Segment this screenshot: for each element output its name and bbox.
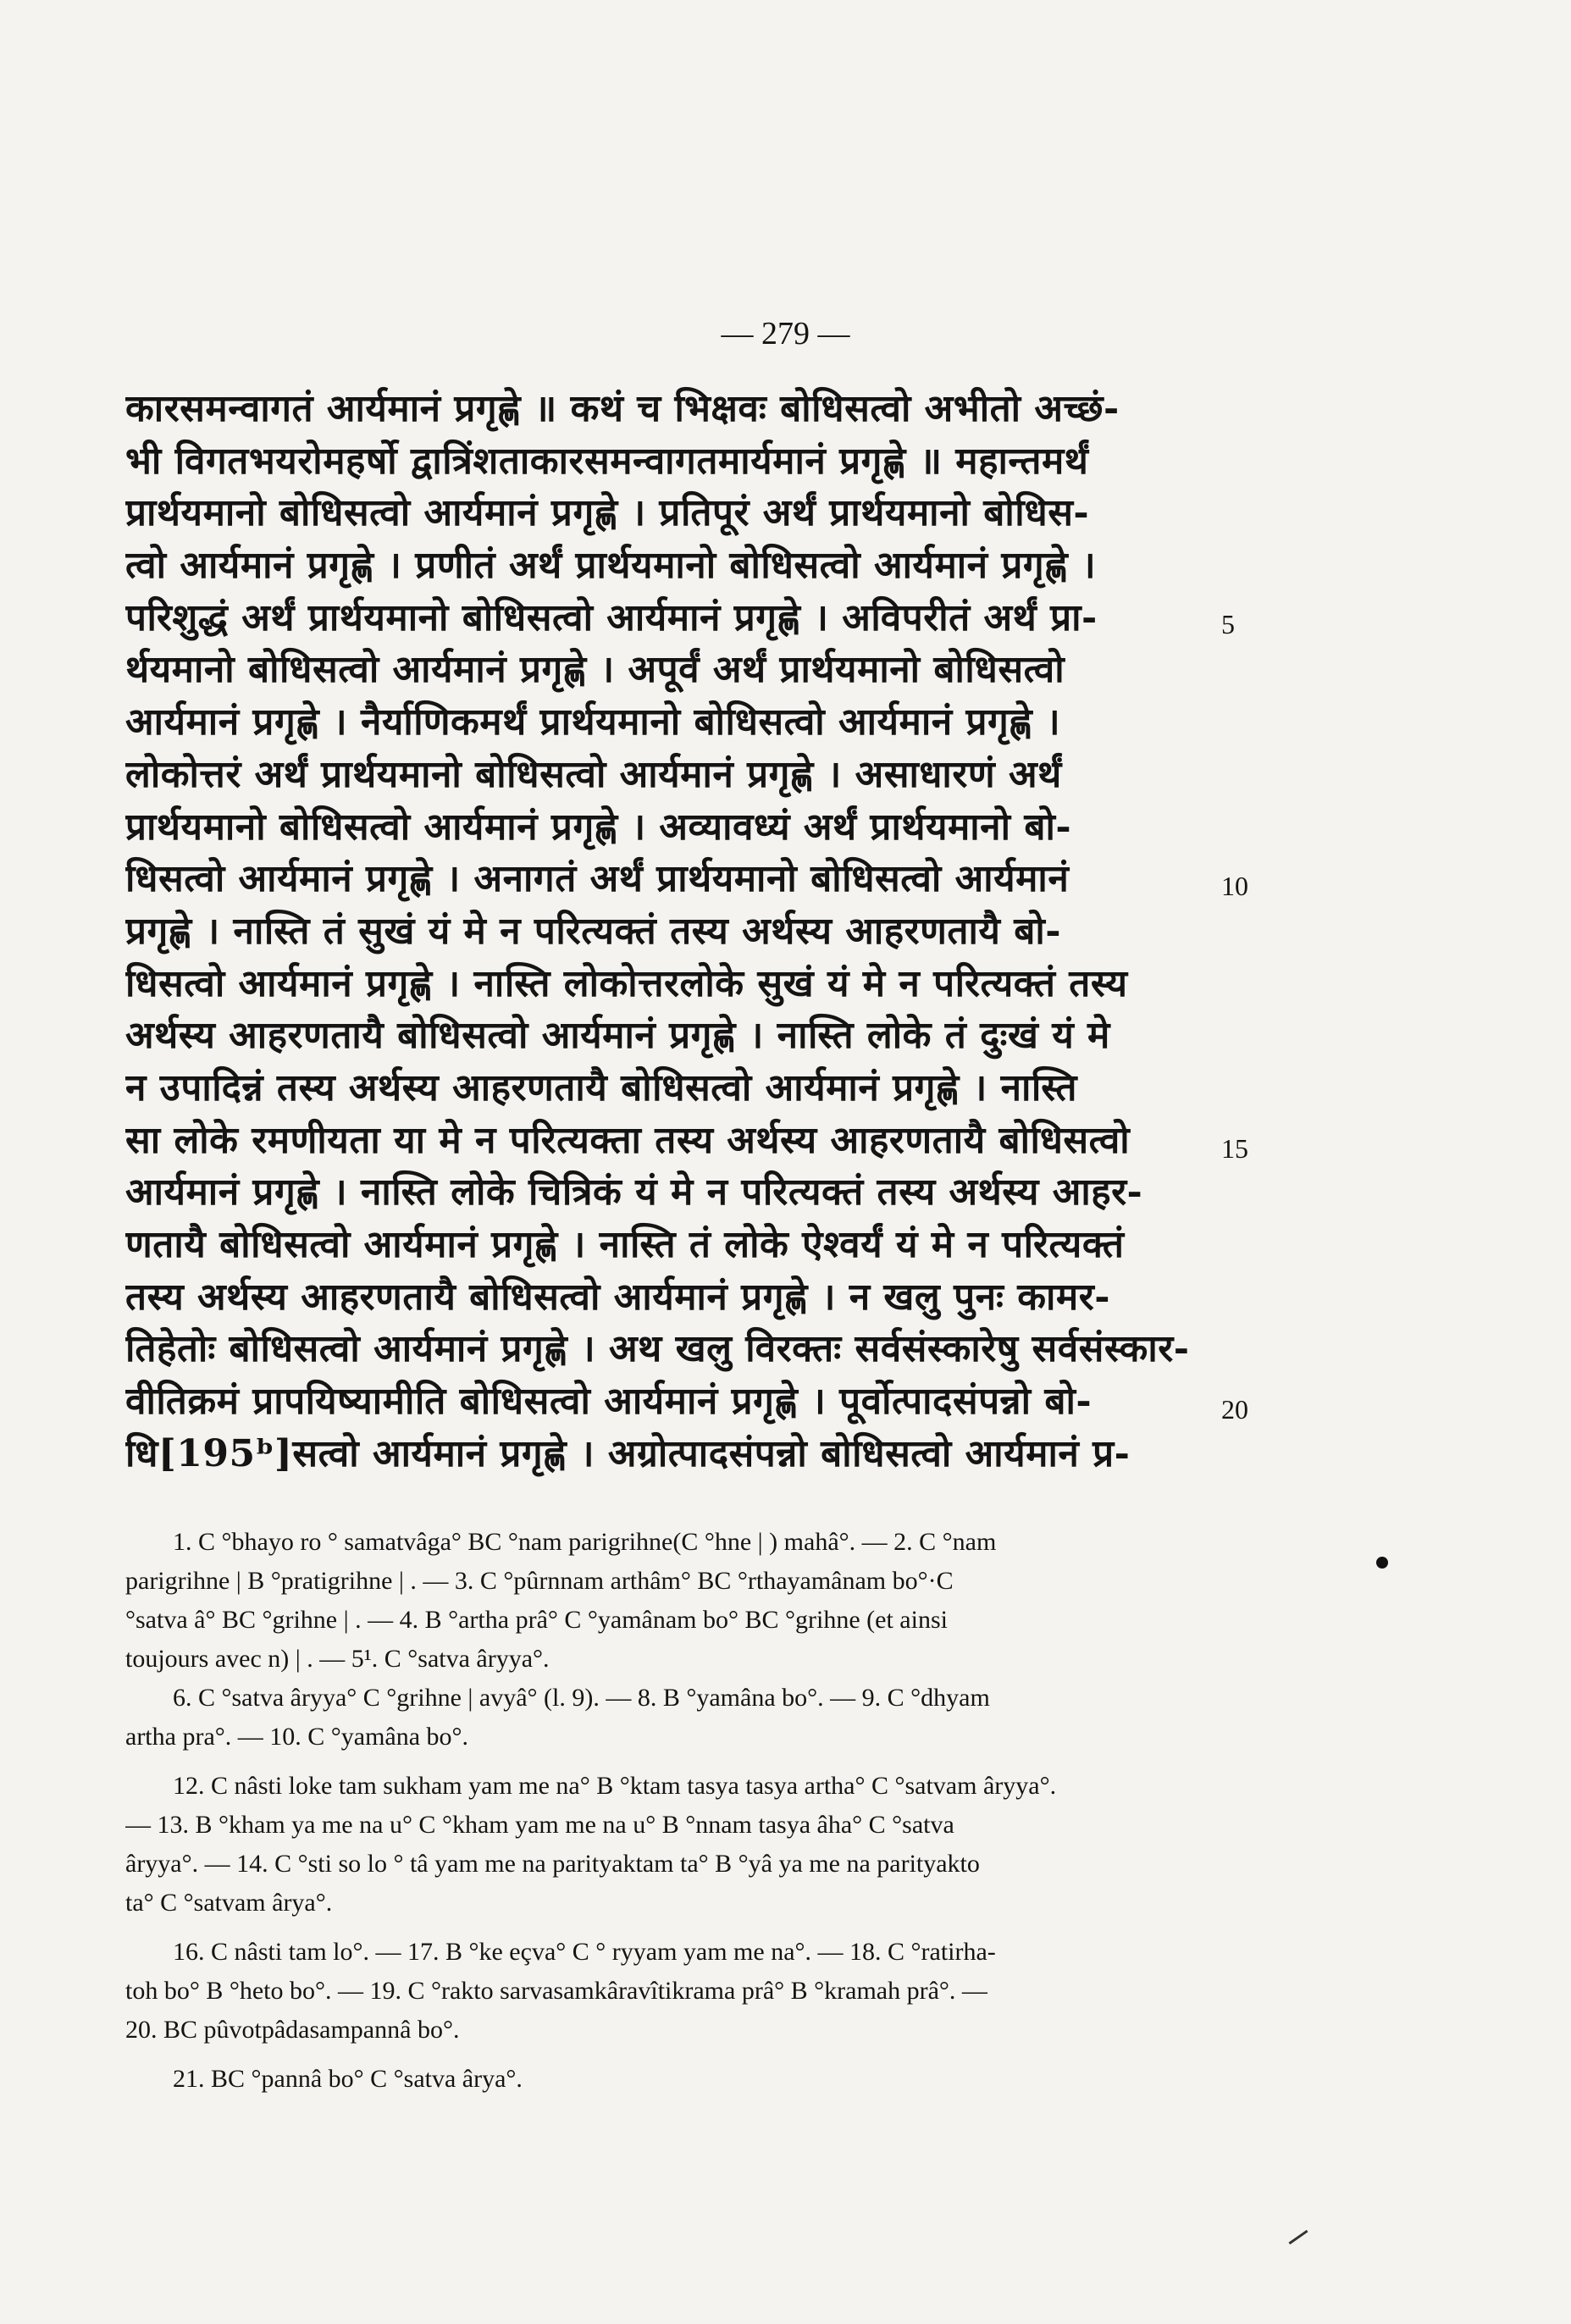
ink-stroke-mark <box>1288 2230 1308 2244</box>
text-line: लोकोत्तरं अर्थं प्रार्थयमानो बोधिसत्वो आर्यमानं प्रगृह्णे । असाधारणं अर्थं <box>125 752 1062 796</box>
text-line: कारसमन्वागतं आर्यमानं प्रगृह्णे ॥ कथं च भिक्षवः बोधिसत्वो अभीतो अच्छं- <box>125 387 1120 430</box>
line-number-10: 10 <box>1221 871 1248 901</box>
footnote-line: 12. C nâsti loke tam sukham yam me na° B °ktam tasya tasya artha° C °satvam âryya°. <box>173 1772 1057 1800</box>
text-line: धि[195ᵇ]सत्वो आर्यमानं प्रगृह्णे । अग्रोत्पादसंपन्नो बोधिसत्वो आर्यमानं प्र- <box>125 1431 1131 1475</box>
footnotes <box>125 1523 1218 2099</box>
footnote-line: 21. BC °pannâ bo° C °satva ârya°. <box>173 2065 523 2093</box>
footnote-paragraph <box>125 1679 1218 1757</box>
footnote-paragraph <box>125 2060 1218 2099</box>
text-line: भी विगतभयरोमहर्षो द्वात्रिंशताकारसमन्वागतमार्यमानं प्रगृह्णे ॥ महान्तमर्थं <box>125 439 1089 483</box>
text-line: न उपादिन्नं तस्य अर्थस्य आहरणतायै बोधिसत्वो आर्यमानं प्रगृह्णे । नास्ति <box>125 1065 1078 1109</box>
footnote-line: 6. C °satva âryya° C °grihne | avyâ° (l. 9). — 8. B °yamâna bo°. — 9. C °dhyam <box>173 1684 990 1712</box>
text-line: धिसत्वो आर्यमानं प्रगृह्णे । अनागतं अर्थं प्रार्थयमानो बोधिसत्वो आर्यमानं <box>125 857 1070 901</box>
text-line: तिहेतोः बोधिसत्वो आर्यमानं प्रगृह्णे । अथ खलु विरक्तः सर्वसंस्कारेषु सर्वसंस्कार- <box>125 1327 1190 1371</box>
text-line: वीतिक्रमं प्रापयिष्यामीति बोधिसत्वो आर्यमानं प्रगृह्णे । पूर्वोत्पादसंपन्नो बो- <box>125 1380 1093 1424</box>
footnote-line: parigrihne | B °pratigrihne | . — 3. C °pûrnnam arthâm° BC °rthayamânam bo°·C <box>125 1567 954 1595</box>
line-number-20: 20 <box>1221 1394 1248 1425</box>
text-line: परिशुद्धं अर्थं प्रार्थयमानो बोधिसत्वो आर्यमानं प्रगृह्णे । अविपरीतं अर्थं प्रा- <box>125 595 1098 639</box>
text-line: र्थयमानो बोधिसत्वो आर्यमानं प्रगृह्णे । अपूर्वं अर्थं प्रार्थयमानो बोधिसत्वो <box>125 648 1065 692</box>
footnote-paragraph <box>125 1767 1218 1923</box>
text-line: प्रगृह्णे । नास्ति तं सुखं यं मे न परित्यक्तं तस्य अर्थस्य आहरणतायै बो- <box>125 909 1062 953</box>
footnote-line: artha pra°. — 10. C °yamâna bo°. <box>125 1723 469 1751</box>
text-line: धिसत्वो आर्यमानं प्रगृह्णे । नास्ति लोकोत्तरलोके सुखं यं मे न परित्यक्तं तस्य <box>125 961 1128 1005</box>
text-line: आर्यमानं प्रगृह्णे । नास्ति लोके चित्रिकं यं मे न परित्यक्तं तस्य अर्थस्य आहर- <box>125 1170 1143 1215</box>
footnote-line: toujours avec n) | . — 5¹. C °satva âryya°. <box>125 1645 550 1673</box>
footnote-line: âryya°. — 14. C °sti so lo ° tâ yam me na parityaktam ta° B °yâ ya me na parityakto <box>125 1850 980 1878</box>
footnote-line: ta° C °satvam ârya°. <box>125 1889 333 1917</box>
footnote-line: °satva â° BC °grihne | . — 4. B °artha prâ° C °yamânam bo° BC °grihne (et ainsi <box>125 1606 948 1634</box>
line-number-5: 5 <box>1221 609 1235 639</box>
footnote-line: — 13. B °kham ya me na u° C °kham yam me na u° B °nnam tasya âha° C °satva <box>125 1811 954 1839</box>
footnote-paragraph <box>125 1523 1218 1679</box>
ink-dot-mark <box>1376 1557 1388 1569</box>
text-line: त्वो आर्यमानं प्रगृह्णे । प्रणीतं अर्थं प्रार्थयमानो बोधिसत्वो आर्यमानं प्रगृह्णे । <box>125 544 1097 588</box>
text-line: तस्य अर्थस्य आहरणतायै बोधिसत्वो आर्यमानं प्रगृह्णे । न खलु पुनः कामर- <box>125 1275 1110 1319</box>
footnote-line: 20. BC pûvotpâdasampannâ bo°. <box>125 2016 460 2044</box>
footnote-line: toh bo° B °heto bo°. — 19. C °rakto sarvasamkâravîtikrama prâ° B °kramah prâ°. — <box>125 1977 987 2005</box>
text-line: अर्थस्य आहरणतायै बोधिसत्वो आर्यमानं प्रगृह्णे । नास्ति लोके तं दुःखं यं मे <box>125 1014 1110 1058</box>
text-line: आर्यमानं प्रगृह्णे । नैर्याणिकमर्थं प्रार्थयमानो बोधिसत्वो आर्यमानं प्रगृह्णे । <box>125 700 1061 744</box>
page-number: — 279 — <box>721 316 850 351</box>
text-line: प्रार्थयमानो बोधिसत्वो आर्यमानं प्रगृह्णे । अव्यावध्यं अर्थं प्रार्थयमानो बो- <box>125 805 1072 849</box>
line-number-15: 15 <box>1221 1133 1248 1164</box>
main-text <box>125 383 1226 1480</box>
text-line: णतायै बोधिसत्वो आर्यमानं प्रगृह्णे । नास्ति तं लोके ऐश्वर्यं यं मे न परित्यक्तं <box>125 1223 1125 1266</box>
text-line: सा लोके रमणीयता या मे न परित्यक्ता तस्य अर्थस्य आहरणतायै बोधिसत्वो <box>125 1118 1131 1162</box>
text-line: प्रार्थयमानो बोधिसत्वो आर्यमानं प्रगृह्णे । प्रतिपूरं अर्थं प्रार्थयमानो बोधिस- <box>125 491 1090 535</box>
footnote-paragraph <box>125 1933 1218 2050</box>
footnote-line: 16. C nâsti tam lo°. — 17. B °ke eçva° C ° ryyam yam me na°. — 18. C °ratirha- <box>173 1938 996 1966</box>
footnote-line: 1. C °bhayo ro ° samatvâga° BC °nam parigrihne(C °hne | ) mahâ°. — 2. C °nam <box>173 1528 997 1556</box>
